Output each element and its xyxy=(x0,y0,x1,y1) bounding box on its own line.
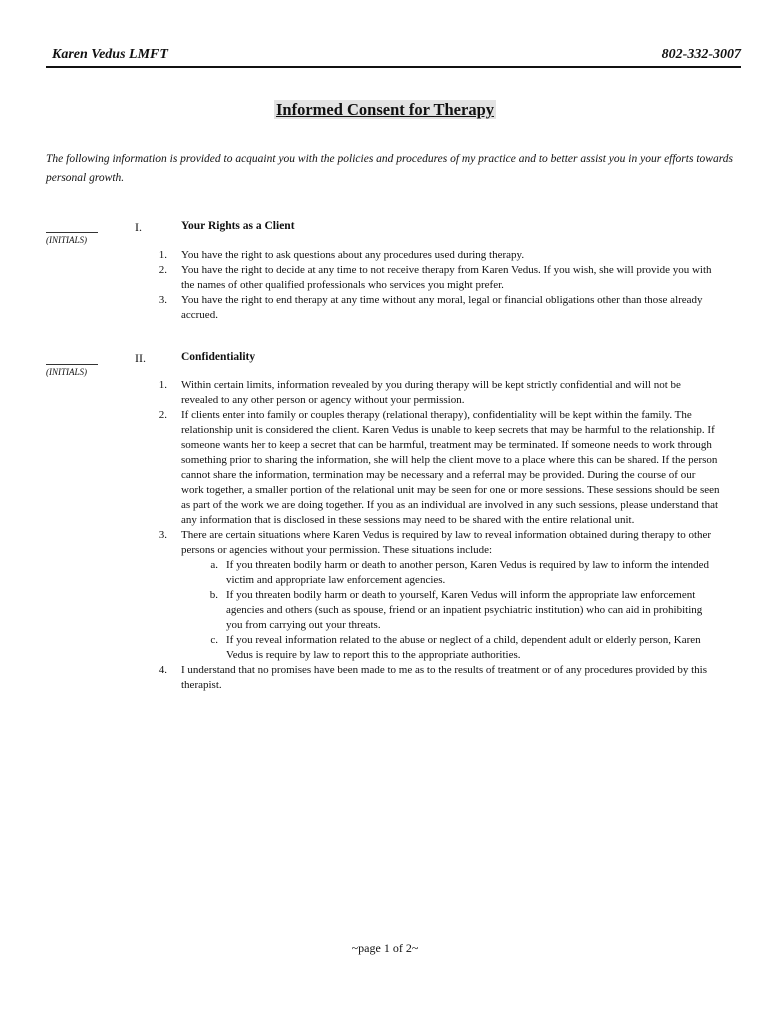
initials-label: (INITIALS) xyxy=(46,367,87,377)
confidentiality-list xyxy=(150,378,720,693)
item-text: There are certain situations where Karen Vedus is required by law to reveal information obtained during therapy to other persons or agencies without your permission. These situations include: xyxy=(181,529,712,556)
section-title: Your Rights as a Client xyxy=(181,220,295,232)
item-text: If you threaten bodily harm or death to another person, Karen Vedus is required by law to inform the intended victim and appropriate law enforcement agencies. xyxy=(226,559,710,586)
item-number: 4. xyxy=(158,664,167,676)
initials-label: (INITIALS) xyxy=(46,235,87,245)
page-header xyxy=(46,46,741,68)
initials-field-section-2[interactable] xyxy=(46,358,98,377)
sub-list-item xyxy=(181,558,720,588)
list-item xyxy=(150,408,720,528)
section-title: Confidentiality xyxy=(181,351,256,363)
item-number: 2. xyxy=(158,264,167,276)
initials-line[interactable] xyxy=(46,226,98,233)
list-item xyxy=(150,663,720,693)
item-number: 1. xyxy=(158,379,167,391)
list-item xyxy=(150,248,720,263)
item-text: I understand that no promises have been made to me as to the results of treatment or of any procedures provided by this therapist. xyxy=(181,664,708,691)
therapist-name: Karen Vedus LMFT xyxy=(52,47,168,62)
list-item xyxy=(150,293,720,323)
item-text: If clients enter into family or couples therapy (relational therapy), confidentiality will be kept within the family. The relationship unit is considered the client. Karen Vedus is unable to keep secrets that may be harmful to the relationship. If someone wants her to keep a secret that can be harmful, treatment may be terminated. If someone needs to work through something prior to sharing the information, she will help the client move to a place where this can be shared. If the person cannot share the information, termination may be necessary and a referral may be provided. During the course of our work together, a smaller portion of the relational unit may be seen for one or more sessions. These sessions should be seen as part of the work we are doing together. If you as an individual are involved in any such sessions, please understand that any information that is disclosed in these sessions may need to be shared with the entire relational unit. xyxy=(181,409,720,526)
list-item xyxy=(150,528,720,558)
section-numeral: II. xyxy=(135,351,146,365)
list-item xyxy=(150,263,720,293)
item-text: You have the right to end therapy at any time without any moral, legal or financial obligations other than those already accrued. xyxy=(181,294,703,321)
initials-field-section-1[interactable] xyxy=(46,226,98,245)
item-text: Within certain limits, information revealed by you during therapy will be kept strictly confidential and will not be revealed to any other person or agency without your permission. xyxy=(181,379,681,406)
item-number: 2. xyxy=(158,409,167,421)
item-number: 3. xyxy=(158,294,167,306)
item-text: If you threaten bodily harm or death to yourself, Karen Vedus will inform the appropriate law enforcement agencies and others (such as spouse, friend or an inpatient psychiatric institution) who can aid in prohibiting you from carrying out your threats. xyxy=(226,589,703,631)
page-number: ~page 1 of 2~ xyxy=(351,941,419,955)
list-item xyxy=(150,378,720,408)
section-numeral: I. xyxy=(135,220,142,234)
item-text: If you reveal information related to the abuse or neglect of a child, dependent adult or elderly person, Karen Vedus is require by law to report this to the appropriate authorities. xyxy=(226,634,701,661)
intro-paragraph: The following information is provided to acquaint you with the policies and procedures of my practice and to better assist you in your efforts towards personal growth. xyxy=(46,153,733,184)
item-number: 3. xyxy=(158,529,167,541)
sub-list-item xyxy=(181,633,720,663)
item-letter: c. xyxy=(210,634,218,646)
list-item xyxy=(150,558,720,663)
therapist-phone: 802-332-3007 xyxy=(661,47,741,62)
document-title-wrap xyxy=(0,100,770,120)
item-letter: a. xyxy=(210,559,218,571)
item-text: You have the right to decide at any time to not receive therapy from Karen Vedus. If you wish, she will provide you with the names of other qualified professionals who services you might prefer. xyxy=(181,264,712,291)
initials-line[interactable] xyxy=(46,358,98,365)
document-title: Informed Consent for Therapy xyxy=(275,100,495,119)
item-text: You have the right to ask questions about any procedures used during therapy. xyxy=(181,249,525,261)
rights-list xyxy=(150,248,720,323)
item-number: 1. xyxy=(158,249,167,261)
item-letter: b. xyxy=(209,589,218,601)
sub-list-item xyxy=(181,588,720,633)
